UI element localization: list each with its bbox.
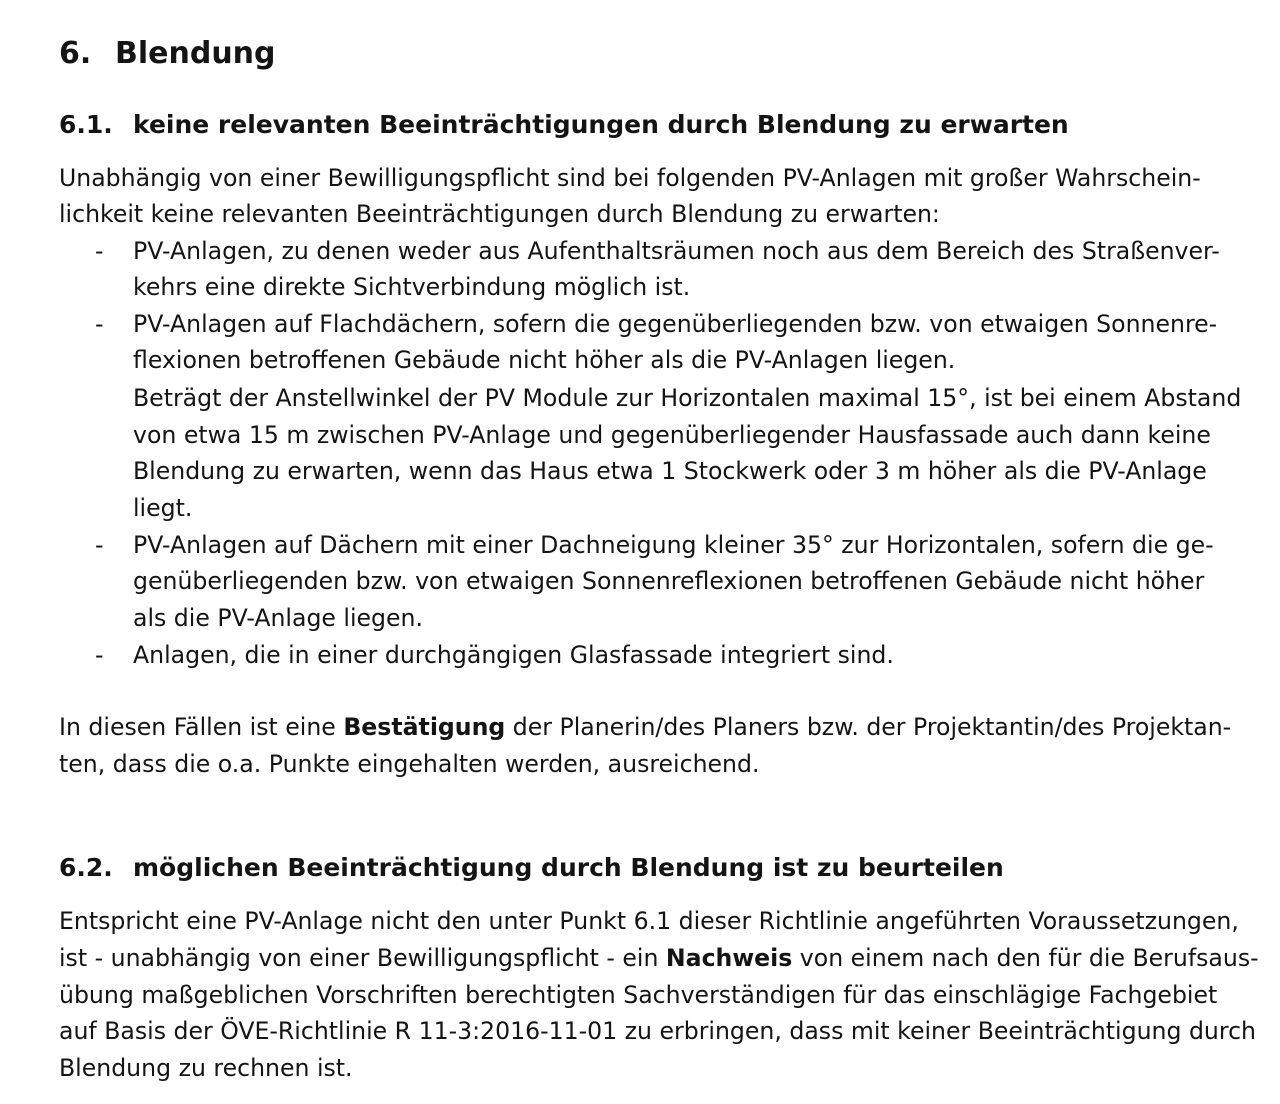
bullet-line: kehrs eine direkte Sichtverbindung möglich ist. bbox=[133, 273, 691, 301]
bullet-line: als die PV-Anlage liegen. bbox=[133, 604, 424, 632]
paragraph-line: übung maßgeblichen Vorschriften berechtigten Sachverständigen für das einschlägige Fachgebiet bbox=[59, 981, 1218, 1009]
bullet-line: Beträgt der Anstellwinkel der PV Module zur Horizontalen maximal 15°, ist bei einem Abstand bbox=[133, 384, 1242, 412]
paragraph-line: Unabhängig von einer Bewilligungspflicht sind bei folgenden PV-Anlagen mit großer Wahrschein- bbox=[59, 164, 1201, 192]
paragraph-line bbox=[59, 710, 1231, 744]
bullet-marker: - bbox=[95, 237, 104, 265]
bullet-line: PV-Anlagen, zu denen weder aus Aufenthaltsräumen noch aus dem Bereich des Straßenver- bbox=[133, 237, 1220, 265]
bullet-marker: - bbox=[95, 531, 104, 559]
section-heading bbox=[59, 34, 276, 74]
bullet-line: liegt. bbox=[133, 494, 193, 522]
section-number: 6. bbox=[59, 36, 92, 71]
subsection-heading-6-1 bbox=[59, 108, 1069, 142]
paragraph-line bbox=[59, 941, 1259, 975]
subsection-title: möglichen Beeinträchtigung durch Blendung ist zu beurteilen bbox=[133, 853, 1004, 882]
subsection-number: 6.1. bbox=[59, 110, 113, 139]
bullet-line: von etwa 15 m zwischen PV-Anlage und gegenüberliegender Hausfassade auch dann keine bbox=[133, 421, 1211, 449]
paragraph-line: auf Basis der ÖVE-Richtlinie R 11-3:2016-11-01 zu erbringen, dass mit keiner Beeinträchtigung durch bbox=[59, 1017, 1256, 1045]
text-run: von einem nach den für die Berufsaus- bbox=[792, 944, 1259, 972]
bullet-line: genüberliegenden bzw. von etwaigen Sonnenreflexionen betroffenen Gebäude nicht höher bbox=[133, 567, 1205, 595]
bullet-line: PV-Anlagen auf Flachdächern, sofern die gegenüberliegenden bzw. von etwaigen Sonnenre- bbox=[133, 310, 1218, 338]
bullet-line: PV-Anlagen auf Dächern mit einer Dachneigung kleiner 35° zur Horizontalen, sofern die ge- bbox=[133, 531, 1214, 559]
text-run: In diesen Fällen ist eine bbox=[59, 713, 344, 741]
subsection-number: 6.2. bbox=[59, 853, 113, 882]
paragraph-line: Blendung zu rechnen ist. bbox=[59, 1054, 353, 1082]
text-run: der Planerin/des Planers bzw. der Projektantin/des Projektan- bbox=[505, 713, 1232, 741]
text-run: ist - unabhängig von einer Bewilligungspflicht - ein bbox=[59, 944, 666, 972]
subsection-title: keine relevanten Beeinträchtigungen durch Blendung zu erwarten bbox=[133, 110, 1069, 139]
emphasis-bestaetigung: Bestätigung bbox=[343, 713, 506, 741]
emphasis-nachweis: Nachweis bbox=[665, 944, 793, 972]
section-title: Blendung bbox=[115, 36, 276, 71]
paragraph-line: lichkeit keine relevanten Beeinträchtigungen durch Blendung zu erwarten: bbox=[59, 200, 940, 228]
bullet-marker: - bbox=[95, 310, 104, 338]
bullet-line: flexionen betroffenen Gebäude nicht höher als die PV-Anlagen liegen. bbox=[133, 346, 956, 374]
bullet-line: Anlagen, die in einer durchgängigen Glasfassade integriert sind. bbox=[133, 641, 894, 669]
paragraph-line: Entspricht eine PV-Anlage nicht den unter Punkt 6.1 dieser Richtlinie angeführten Voraussetzungen, bbox=[59, 907, 1239, 935]
bullet-line: Blendung zu erwarten, wenn das Haus etwa 1 Stockwerk oder 3 m höher als die PV-Anlage bbox=[133, 457, 1207, 485]
paragraph-line: ten, dass die o.a. Punkte eingehalten werden, ausreichend. bbox=[59, 750, 760, 778]
bullet-marker: - bbox=[95, 641, 104, 669]
subsection-heading-6-2 bbox=[59, 851, 1004, 885]
